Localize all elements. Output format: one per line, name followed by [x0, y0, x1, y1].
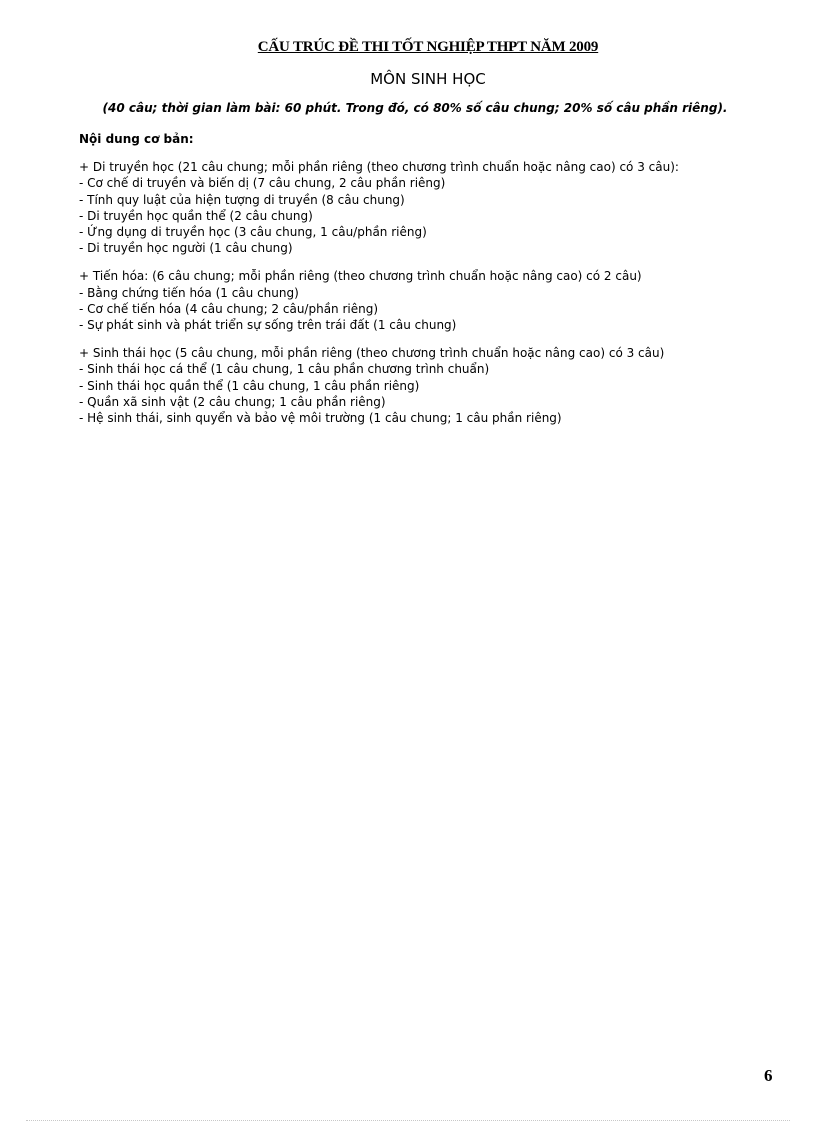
list-item: - Ứng dụng di truyền học (3 câu chung, 1 câu/phần riêng)	[79, 225, 427, 240]
list-item: - Bằng chứng tiến hóa (1 câu chung)	[79, 285, 299, 300]
content-body	[79, 131, 799, 438]
exam-intro: (40 câu; thời gian làm bài: 60 phút. Trong đó, có 80% số câu chung; 20% số câu phần riêng).	[102, 101, 728, 115]
section-header: + Sinh thái học (5 câu chung, mỗi phần riêng (theo chương trình chuẩn hoặc nâng cao) có 3 câu)	[79, 346, 665, 361]
subject-heading: MÔN SINH HỌC	[370, 70, 486, 88]
section-di-truyen-hoc	[79, 159, 799, 256]
list-item: - Tính quy luật của hiện tượng di truyền (8 câu chung)	[79, 192, 405, 207]
footer-divider	[26, 1120, 790, 1121]
section-tien-hoa	[79, 268, 799, 333]
list-item: - Sự phát sinh và phát triển sự sống trên trái đất (1 câu chung)	[79, 318, 457, 333]
section-header: + Di truyền học (21 câu chung; mỗi phần riêng (theo chương trình chuẩn hoặc nâng cao) có 3 câu):	[79, 160, 679, 175]
list-item: - Sinh thái học quần thể (1 câu chung, 1 câu phần riêng)	[79, 378, 420, 393]
list-item: - Quần xã sinh vật (2 câu chung; 1 câu phần riêng)	[79, 394, 386, 409]
list-item: - Di truyền học quần thể (2 câu chung)	[79, 208, 313, 223]
section-header: + Tiến hóa: (6 câu chung; mỗi phần riêng (theo chương trình chuẩn hoặc nâng cao) có 2 câu)	[79, 269, 642, 284]
list-item: - Hệ sinh thái, sinh quyển và bảo vệ môi trường (1 câu chung; 1 câu phần riêng)	[79, 411, 562, 426]
list-item: - Cơ chế tiến hóa (4 câu chung; 2 câu/phần riêng)	[79, 301, 379, 316]
list-item: - Di truyền học người (1 câu chung)	[79, 241, 293, 256]
list-item: - Sinh thái học cá thể (1 câu chung, 1 câu phần chương trình chuẩn)	[79, 362, 490, 377]
list-item: - Cơ chế di truyền và biến dị (7 câu chung, 2 câu phần riêng)	[79, 176, 446, 191]
page-number: 6	[764, 1066, 773, 1085]
document-title: CẤU TRÚC ĐỀ THI TỐT NGHIỆP THPT NĂM 2009	[257, 39, 599, 55]
section-sinh-thai-hoc	[79, 345, 799, 426]
content-heading: Nội dung cơ bản:	[79, 132, 194, 146]
